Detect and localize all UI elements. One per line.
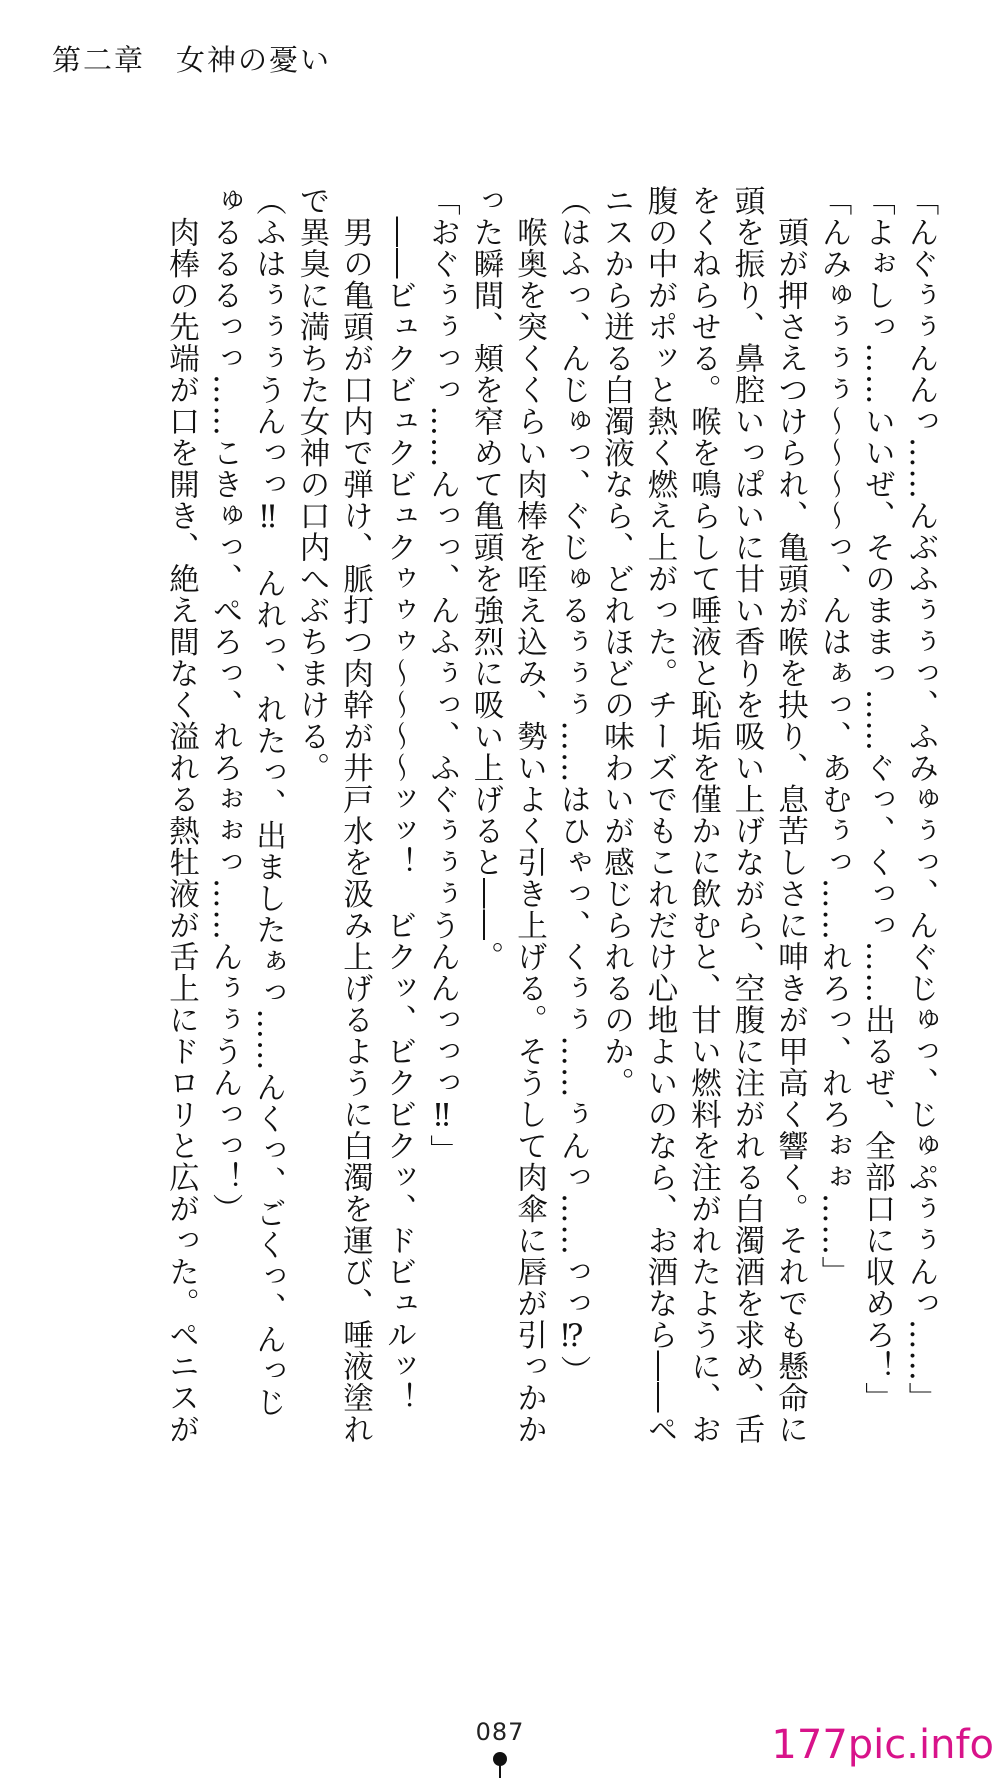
text-line: 男の亀頭が口内で弾け、脈打つ肉幹が井戸水を汲み上げるように白濁を運び、唾液塗れ — [337, 185, 373, 1445]
running-head: 第二章 女神の憂い — [52, 43, 332, 77]
page-marker-stem — [499, 1764, 501, 1778]
body-text — [62, 185, 942, 1475]
text-line: ニスから迸る白濁液なら、どれほどの味わいが感じられるのか。 — [598, 185, 634, 1099]
text-line: 喉奥を突くくらい肉棒を咥え込み、勢いよく引き上げる。そうして肉傘に唇が引っかか — [511, 185, 547, 1445]
text-line: 肉棒の先端が口を開き、絶え間なく溢れる熱牡液が舌上にドロリと広がった。ペニスが — [163, 185, 199, 1445]
text-line: （ふはぅぅぅうんっっ‼ んれっ、れたっ、出ましたぁっ……んくっ、ごくっ、んっじ — [250, 185, 286, 1418]
text-line: で異臭に満ちた女神の口内へぶちまける。 — [294, 185, 329, 784]
page-marker-icon — [496, 1752, 504, 1778]
text-line: ――ビュクビュクビュクゥゥゥ〜〜〜〜ッッ！ ビクッ、ビクビクッ、ドビュルッ！ — [381, 185, 416, 1414]
text-line: 「んぐぅぅんんっ……んぶふぅぅっ、ふみゅぅっ、んぐじゅっ、じゅぷぅぅんっ……」 — [903, 185, 938, 1414]
text-line: 「おぐぅぅっっ……んっっ、んふぅっ、ふぐぅぅぅうんんっっっ‼」 — [424, 185, 460, 1166]
page-number: 087 — [475, 1718, 525, 1746]
text-line: 「んみゅぅぅぅ〜〜〜〜っ、んはぁっ、あむぅっ……れろっ、れろぉぉ……」 — [816, 185, 851, 1288]
text-line: （はふっ、んじゅっ、ぐじゅるぅぅぅ……はひゃっ、くぅぅ……ぅんっ……っっ⁉） — [555, 185, 590, 1387]
text-line: 頭を振り、鼻腔いっぱいに甘い香りを吸い上げながら、空腹に注がれる白濁酒を求め、舌 — [729, 185, 764, 1445]
text-line: ゅるるるっっ……こきゅっ、ぺろっ、れろぉぉっ……んぅぅうんっっ！） — [207, 185, 242, 1225]
text-line: った瞬間、頬を窄めて亀頭を強烈に吸い上げると――。 — [468, 185, 503, 973]
text-line: 頭が押さえつけられ、亀頭が喉を抉り、息苦しさに呻きが甲高く響く。それでも懸命に — [772, 185, 808, 1445]
text-line: 「よぉしっ……いいぜ、そのままっ……ぐっ、くっっ……出るぜ、全部口に収めろ！」 — [859, 185, 895, 1414]
text-line: 腹の中がポッと熱く燃え上がった。チーズでもこれだけ心地よいのなら、お酒なら――ペ — [642, 185, 677, 1445]
text-line: をくねらせる。喉を鳴らして唾液と恥垢を僅かに飲むと、甘い燃料を注がれたように、お — [685, 185, 721, 1445]
watermark: 177pic.info — [771, 1722, 994, 1768]
